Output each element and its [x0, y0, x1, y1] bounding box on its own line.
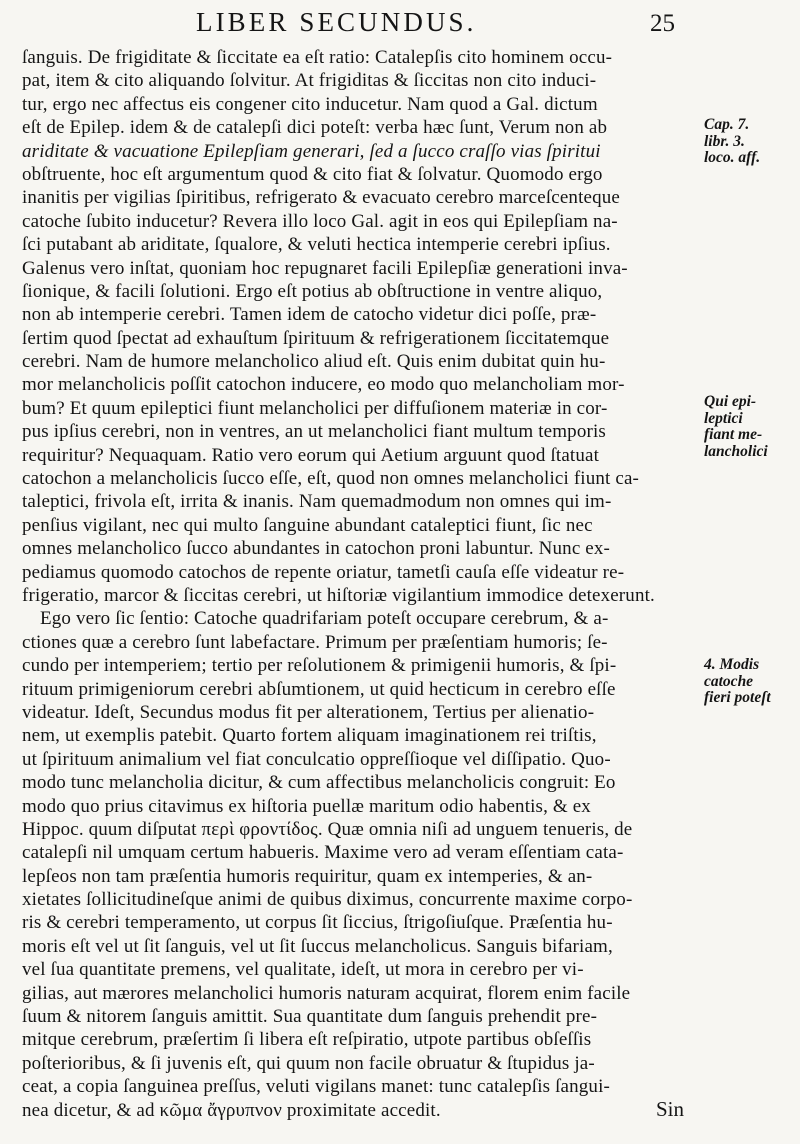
- text-line: requiritur? Nequaquam. Ratio vero eorum qui Aetium arguunt quod ſtatuat: [22, 444, 599, 466]
- text-line: ſci putabant ab ariditate, ſqualore, & veluti hectica intemperie cerebri ipſius.: [22, 234, 611, 256]
- text-line: Ego vero ſic ſentio: Catoche quadrifariam poteſt occupare cerebrum, & a-: [40, 608, 609, 630]
- text-line: tur, ergo nec affectus eis congener cito inducetur. Nam quod a Gal. dictum: [22, 93, 598, 115]
- text-line: Hippoc. quum diſputat περὶ φροντίδος. Quæ omnia niſi ad unguem tenueris, de: [22, 818, 633, 840]
- text-line: ris & cerebri temperamento, ut corpus ſit ſiccius, ſtrigoſiuſque. Præſentia hu-: [22, 912, 613, 934]
- text-line: rituum primigeniorum cerebri abſumtionem, ut quid hecticum in cerebro eſſe: [22, 678, 616, 700]
- text-line: videatur. Ideſt, Secundus modus fit per alterationem, Tertius per alienatio-: [22, 701, 595, 723]
- text-line: ſionique, & facili ſolutioni. Ergo eſt potius ab obſtructione in ventre aliquo,: [22, 280, 603, 302]
- text-line: omnes melancholico ſucco abundantes in catochon proni labuntur. Nunc ex-: [22, 538, 611, 560]
- text-line: modo tunc melancholia dicitur, & cum affectibus melancholicis congruit: Eo: [22, 772, 616, 794]
- running-title: LIBER SECUNDUS.: [196, 7, 477, 37]
- text-line: ut ſpirituum animalium vel fiat conculcatio oppreſſioque vel diſſipatio. Quo-: [22, 748, 611, 770]
- text-line: catochon a melancholicis ſucco eſſe, eſt, quod non omnes melancholici fiunt ca-: [22, 468, 640, 490]
- text-line: ctiones quæ a cerebro ſunt labefactare. Primum per præſentiam humoris; ſe-: [22, 631, 608, 653]
- text-line: cerebri. Nam de humore melancholico aliud eſt. Quis enim dubitat quin hu-: [22, 351, 606, 373]
- text-line: vel ſua quantitate premens, vel qualitate, ideſt, ut mora in cerebro per vi-: [22, 959, 584, 981]
- text-line: eſt de Epilep. idem & de catalepſi dici poteſt: verba hæc ſunt, Verum non ab: [22, 117, 608, 139]
- margin-note-line: fieri poteſt: [704, 689, 771, 706]
- text-line: non ab intemperie cerebri. Tamen idem de catocho videtur dici poſſe, præ-: [22, 304, 597, 326]
- page-number: 25: [650, 10, 675, 37]
- margin-note-line: leptici: [704, 409, 743, 427]
- text-line: bum? Et quum epileptici fiunt melancholici per diffuſionem materiæ in cor-: [22, 397, 608, 419]
- margin-note-line: loco. aff.: [704, 149, 761, 166]
- text-line: xietates ſollicitudineſque animi de quibus diximus, concurrente maxime corpo-: [22, 889, 633, 911]
- text-line: cundo per intemperiem; tertio per reſolutionem & primigenii humoris, & ſpi-: [22, 655, 617, 677]
- margin-note-modis: [704, 657, 796, 707]
- text-line: catalepſi nil umquam certum habueris. Maxime vero ad veram eſſentiam cata-: [22, 842, 624, 864]
- margin-note-epileptici: [704, 394, 796, 460]
- catchword: Sin: [656, 1097, 685, 1121]
- page-header: [0, 0, 800, 44]
- text-line: catoche ſubito inducetur? Revera illo loco Gal. agit in eos qui Epilepſiam na-: [22, 210, 618, 232]
- text-line: nem, ut exemplis patebit. Quarto fortem aliquam imaginationem rei triſtis,: [22, 725, 597, 747]
- text-line: ariditate & vacuatione Epilepſiam generari, ſed a ſucco craſſo vias ſpiritui: [22, 140, 601, 162]
- text-line: Galenus vero inſtat, quoniam hoc repugnaret facili Epilepſiæ generationi inva-: [22, 257, 628, 279]
- text-line: pat, item & cito aliquando ſolvitur. At frigiditas & ſiccitas non cito induci-: [22, 70, 597, 92]
- text-line: gilias, aut mærores melancholici humoris naturam acquirat, florem enim facile: [22, 982, 631, 1004]
- margin-note-line: Cap. 7.: [704, 116, 750, 133]
- text-line: inanitis per vigilias ſpiritibus, refrigerato & evacuato cerebro marceſcenteque: [22, 187, 620, 209]
- margin-note-citation: [704, 117, 796, 167]
- text-line: penſius vigilant, nec qui multo ſanguine abundant cataleptici fiunt, ſic nec: [22, 514, 593, 536]
- margin-note-line: catoche: [704, 672, 754, 690]
- margin-note-line: 4. Modis: [704, 656, 760, 673]
- text-line: moris eſt vel ut ſit ſanguis, vel ut ſit ſuccus melancholicus. Sanguis bifariam,: [22, 935, 613, 957]
- text-line: ceat, a copia ſanguinea preſſus, veluti vigilans manet: tunc catalepſis ſangui-: [22, 1076, 610, 1098]
- text-line: mor melancholicis poſſit catochon inducere, eo modo quo melancholiam mor-: [22, 374, 625, 396]
- text-line: frigeratio, marcor & ſiccitas cerebri, ut hiſtoriæ vigilantium immodice detexerunt.: [22, 584, 655, 606]
- text-line: poſterioribus, & ſi juvenis eſt, qui quum non facile obruatur & ſtupidus ja-: [22, 1052, 595, 1074]
- text-line: pus ipſius cerebri, non in ventres, an ut melancholici fiant multum temporis: [22, 421, 606, 443]
- margin-note-line: Qui epi-: [704, 393, 757, 410]
- margin-note-line: fiant me-: [704, 426, 763, 443]
- text-line: obſtruente, hoc eſt argumentum quod & cito fiat & ſolvatur. Quomodo ergo: [22, 163, 603, 185]
- text-line: pediamus quomodo catochos de repente oriatur, tametſi cauſa eſſe videatur re-: [22, 561, 625, 583]
- text-line: mitque cerebrum, præſertim ſi libera eſt reſpiratio, utpote partibus obſeſſis: [22, 1029, 592, 1051]
- text-line: nea dicetur, & ad κῶμα ἄγρυπνον proximitate accedit.: [22, 1099, 441, 1121]
- text-line: ſertim quod ſpectat ad exhauſtum ſpirituum & refrigerationem ſiccitatemque: [22, 327, 610, 349]
- text-line: taleptici, frivola eſt, irrita & inanis. Nam quemadmodum non omnes qui im-: [22, 491, 612, 513]
- margin-note-line: lancholici: [704, 442, 768, 460]
- text-line: modo quo prius citavimus ex hiſtoria puellæ maritum odio habentis, & ex: [22, 795, 591, 817]
- text-line: ſuum & nitorem ſanguis amittit. Sua quantitate dum ſanguis prehendit pre-: [22, 1006, 598, 1028]
- text-line: ſanguis. De frigiditate & ſiccitate ea eſt ratio: Catalepſis cito hominem occu-: [22, 47, 613, 68]
- margin-note-line: libr. 3.: [704, 132, 745, 150]
- text-line: lepſeos non tam præſentia humoris requiritur, quam ex intemperies, & an-: [22, 865, 593, 887]
- main-text-block: [22, 46, 702, 1122]
